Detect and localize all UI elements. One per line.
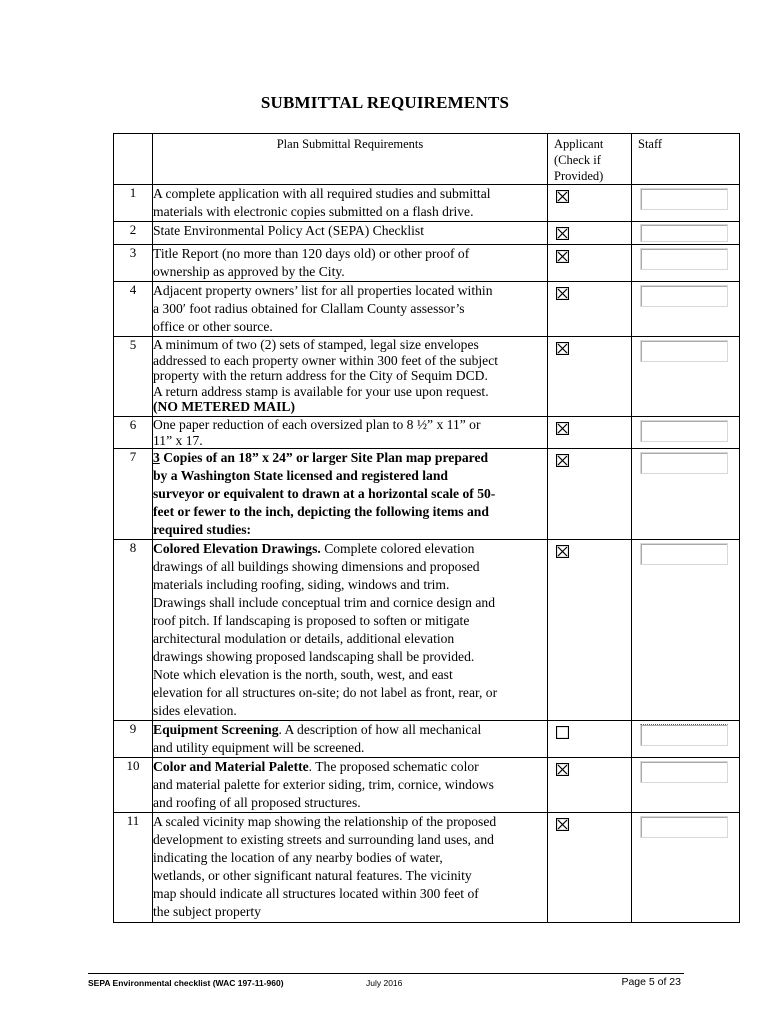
staff-input[interactable]: [640, 761, 728, 783]
requirement-text: [153, 245, 548, 282]
table-row: [114, 813, 740, 923]
applicant-check-cell: [548, 449, 632, 540]
text-line: A return address stamp is available for your use upon request.: [153, 383, 489, 399]
text-line: and utility equipment will be screened.: [153, 740, 365, 755]
applicant-check-cell: [548, 282, 632, 337]
checked-box-icon: [556, 818, 569, 831]
applicant-check-cell: [548, 417, 632, 449]
table-row: [114, 337, 740, 417]
staff-input[interactable]: [640, 816, 728, 838]
requirement-heading: Color and Material Palette: [153, 759, 309, 774]
row-number: 5: [114, 337, 153, 417]
checked-box-icon: [556, 454, 569, 467]
table-row: [114, 758, 740, 813]
page-title: SUBMITTAL REQUIREMENTS: [260, 93, 510, 112]
applicant-checkbox[interactable]: [556, 818, 569, 831]
row-number: 1: [114, 185, 153, 222]
requirement-text: [153, 282, 548, 337]
staff-cell: [632, 449, 740, 540]
text-line: materials including roofing, siding, windows and trim.: [153, 577, 450, 592]
applicant-checkbox[interactable]: [556, 227, 569, 240]
row-number: 11: [114, 813, 153, 923]
staff-input[interactable]: [640, 452, 728, 474]
requirement-text: [153, 417, 548, 449]
table-row: [114, 449, 740, 540]
staff-cell: [632, 813, 740, 923]
staff-input[interactable]: [640, 543, 728, 565]
text-line: [153, 540, 547, 558]
applicant-check-cell: [548, 185, 632, 222]
footer-page-number: Page 5 of 23: [621, 976, 681, 988]
text-line: office or other source.: [153, 319, 273, 334]
text-line: One paper reduction of each oversized plan to 8 ½” x 11” or: [153, 417, 481, 432]
staff-input[interactable]: [640, 224, 728, 242]
requirement-text: [153, 337, 548, 417]
text-line: materials with electronic copies submitted on a flash drive.: [153, 204, 474, 219]
table-row: [114, 245, 740, 282]
checked-box-icon: [556, 342, 569, 355]
staff-cell: [632, 721, 740, 758]
table-header-row: [114, 134, 740, 185]
row-number: 10: [114, 758, 153, 813]
checked-box-icon: [556, 287, 569, 300]
applicant-header-line: Applicant: [554, 137, 604, 151]
requirement-heading: Equipment Screening: [153, 722, 279, 737]
applicant-checkbox[interactable]: [556, 287, 569, 300]
text-line: 11” x 17.: [153, 432, 203, 448]
staff-cell: [632, 282, 740, 337]
row-number: 3: [114, 245, 153, 282]
applicant-checkbox[interactable]: [556, 422, 569, 435]
text-line-rest: Copies of an 18” x 24” or larger Site Plan map prepared: [159, 450, 489, 465]
text-line: development to existing streets and surrounding land uses, and: [153, 832, 494, 847]
staff-input[interactable]: [640, 285, 728, 307]
text-line: Drawings shall include conceptual trim and cornice design and: [153, 595, 496, 610]
text-line-rest: Complete colored elevation: [320, 541, 475, 556]
table-row: [114, 185, 740, 222]
text-line: the subject property: [153, 904, 261, 919]
table-row: [114, 282, 740, 337]
text-line: map should indicate all structures located within 300 feet of: [153, 886, 479, 901]
page-footer: [88, 973, 684, 988]
staff-cell: [632, 540, 740, 721]
text-line: roof pitch. If landscaping is proposed to soften or mitigate: [153, 613, 470, 628]
staff-cell: [632, 337, 740, 417]
text-line: wetlands, or other significant natural features. The vicinity: [153, 868, 472, 883]
staff-cell: [632, 758, 740, 813]
text-line-rest: . A description of how all mechanical: [278, 722, 482, 737]
applicant-check-cell: [548, 721, 632, 758]
applicant-checkbox[interactable]: [556, 763, 569, 776]
text-line: A complete application with all required studies and submittal: [153, 186, 491, 201]
text-line: property with the return address for the City of Sequim DCD.: [153, 368, 488, 383]
table-row: [114, 540, 740, 721]
requirement-text: State Environmental Policy Act (SEPA) Checklist: [153, 222, 548, 245]
text-line-bold: (NO METERED MAIL): [153, 399, 295, 414]
text-line: feet or fewer to the inch, depicting the following items and: [153, 504, 489, 519]
applicant-checkbox[interactable]: [556, 342, 569, 355]
text-line: addressed to each property owner within 300 feet of the subject: [153, 352, 499, 368]
text-line: indicating the location of any nearby bodies of water,: [153, 850, 443, 865]
staff-cell: [632, 185, 740, 222]
submittal-requirements-table: [113, 133, 740, 923]
requirement-text: [153, 185, 548, 222]
text-line: [153, 449, 547, 467]
footer-doc-title: SEPA Environmental checklist (WAC 197-11-960): [88, 978, 284, 988]
applicant-header-line: (Check if: [554, 153, 601, 167]
requirement-text: [153, 813, 548, 923]
text-line: A minimum of two (2) sets of stamped, legal size envelopes: [153, 337, 479, 352]
text-line: [153, 721, 547, 739]
text-line: Note which elevation is the north, south, west, and east: [153, 667, 453, 682]
text-line: Title Report (no more than 120 days old) or other proof of: [153, 246, 470, 261]
applicant-check-cell: [548, 245, 632, 282]
table-row: [114, 417, 740, 449]
applicant-header-line: Provided): [554, 169, 604, 183]
table-row: [114, 721, 740, 758]
applicant-checkbox[interactable]: [556, 545, 569, 558]
text-line: surveyor or equivalent to drawn at a horizontal scale of 50-: [153, 486, 496, 501]
staff-input[interactable]: [640, 248, 728, 270]
requirement-text: [153, 758, 548, 813]
applicant-check-cell: [548, 540, 632, 721]
table-row: [114, 222, 740, 245]
text-line: by a Washington State licensed and registered land: [153, 468, 448, 483]
applicant-checkbox[interactable]: [556, 726, 569, 739]
row-number: 8: [114, 540, 153, 721]
text-line: elevation for all structures on-site; do not label as front, rear, or: [153, 685, 498, 700]
staff-cell: [632, 245, 740, 282]
staff-input[interactable]: [640, 340, 728, 362]
checked-box-icon: [556, 422, 569, 435]
staff-input[interactable]: [640, 420, 728, 442]
text-line: A scaled vicinity map showing the relationship of the proposed: [153, 814, 497, 829]
requirement-text: [153, 721, 548, 758]
text-line: drawings of all buildings showing dimensions and proposed: [153, 559, 480, 574]
number-header-cell: [114, 134, 153, 185]
row-number: 9: [114, 721, 153, 758]
text-line: required studies:: [153, 522, 252, 537]
text-line: ownership as approved by the City.: [153, 264, 345, 279]
requirement-heading: Colored Elevation Drawings.: [153, 541, 321, 556]
text-line-rest: . The proposed schematic color: [308, 759, 479, 774]
text-line: [153, 758, 547, 776]
staff-header: Staff: [632, 134, 740, 185]
unchecked-box-icon: [556, 726, 569, 739]
row-number: 2: [114, 222, 153, 245]
copies-count: 3: [153, 450, 160, 465]
applicant-check-cell: [548, 813, 632, 923]
text-line: drawings showing proposed landscaping shall be provided.: [153, 649, 475, 664]
text-line: and material palette for exterior siding, trim, cornice, windows: [153, 777, 494, 792]
row-number: 4: [114, 282, 153, 337]
staff-cell: [632, 222, 740, 245]
text-line: a 300′ foot radius obtained for Clallam County assessor’s: [153, 301, 465, 316]
text-line: sides elevation.: [153, 703, 237, 718]
plan-header: Plan Submittal Requirements: [153, 134, 548, 185]
text-line: and roofing of all proposed structures.: [153, 795, 361, 810]
row-number: 6: [114, 417, 153, 449]
applicant-header: [548, 134, 632, 185]
staff-input[interactable]: [640, 188, 728, 210]
applicant-checkbox[interactable]: [556, 454, 569, 467]
staff-cell: [632, 417, 740, 449]
applicant-checkbox[interactable]: [556, 250, 569, 263]
text-line: Adjacent property owners’ list for all properties located within: [153, 283, 493, 298]
applicant-checkbox[interactable]: [556, 190, 569, 203]
applicant-check-cell: [548, 222, 632, 245]
text-line: architectural modulation or details, additional elevation: [153, 631, 455, 646]
requirement-text: [153, 449, 548, 540]
footer-date: July 2016: [366, 978, 403, 988]
applicant-check-cell: [548, 758, 632, 813]
checked-box-icon: [556, 763, 569, 776]
checked-box-icon: [556, 190, 569, 203]
checked-box-icon: [556, 250, 569, 263]
checked-box-icon: [556, 545, 569, 558]
row-number: 7: [114, 449, 153, 540]
applicant-check-cell: [548, 337, 632, 417]
staff-input[interactable]: [640, 724, 728, 746]
checked-box-icon: [556, 227, 569, 240]
requirement-text: [153, 540, 548, 721]
